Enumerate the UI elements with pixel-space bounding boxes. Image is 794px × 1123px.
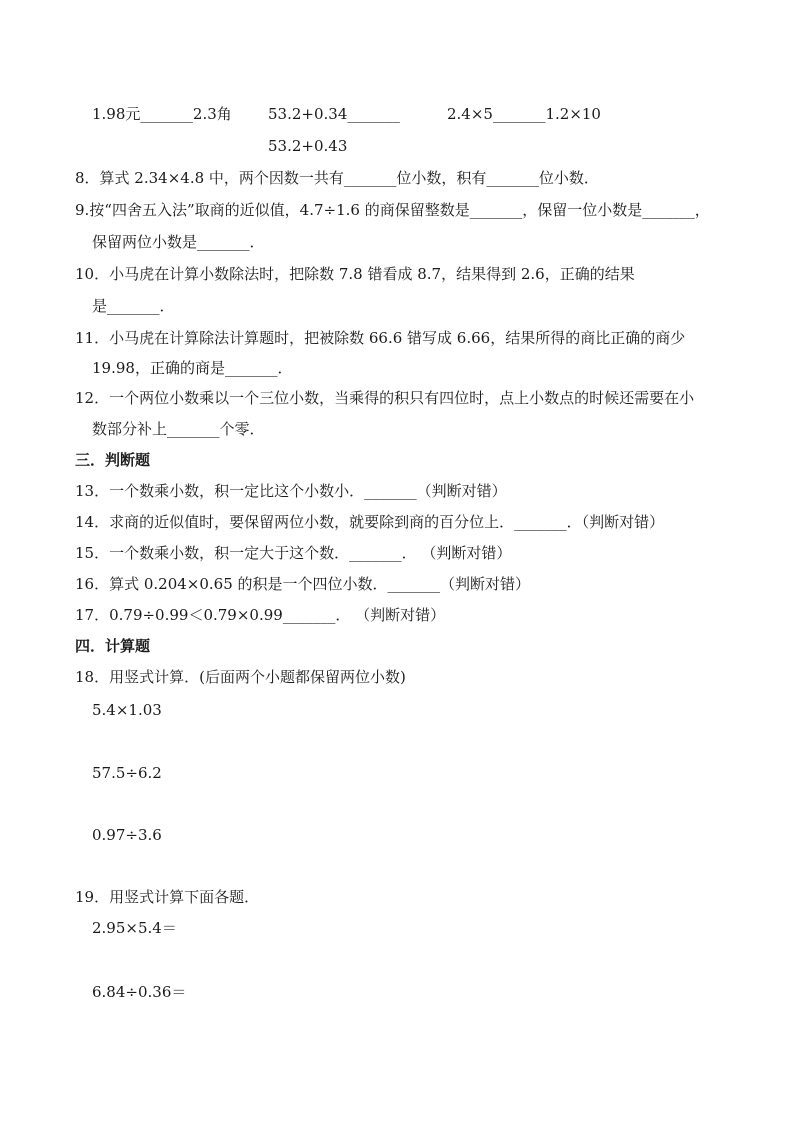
question-14: 14．求商的近似值时，要保留两位小数，就要除到商的百分位上．_______．（判断对错） — [75, 513, 665, 531]
question-13: 13．一个数乘小数，积一定比这个小数小．_______（判断对错） — [75, 482, 507, 500]
question-19: 19．用竖式计算下面各题． — [75, 888, 260, 906]
question-10: 10．小马虎在计算小数除法时，把除数 7.8 错看成 8.7，结果得到 2.6，正确的结果 — [75, 265, 635, 283]
question-12-continued: 数部分补上_______个零． — [92, 420, 265, 438]
question-9: 9.按“四舍五入法”取商的近似值，4.7÷1.6 的商保留整数是_______，保留一位小数是_______， — [75, 201, 710, 219]
question-18-item-3: 0.97÷3.6 — [92, 826, 162, 844]
compare-item-2-continued: 53.2+0.43 — [268, 137, 348, 155]
question-18-item-2: 57.5÷6.2 — [92, 764, 162, 782]
question-15: 15．一个数乘小数，积一定大于这个数．_______． （判断对错） — [75, 544, 512, 562]
question-17: 17．0.79÷0.99＜0.79×0.99_______． （判断对错） — [75, 606, 446, 624]
section-4-heading: 四．计算题 — [75, 637, 151, 655]
question-11: 11．小马虎在计算除法计算题时，把被除数 66.6 错写成 6.66，结果所得的商比正确的商少 — [75, 329, 686, 347]
question-12: 12．一个两位小数乘以一个三位小数，当乘得的积只有四位时，点上小数点的时候还需要在小 — [75, 389, 695, 407]
question-18: 18．用竖式计算．(后面两个小题都保留两位小数) — [75, 668, 406, 686]
compare-item-3: 2.4×5_______1.2×10 — [447, 105, 601, 123]
section-3-heading: 三．判断题 — [75, 451, 151, 469]
question-16: 16．算式 0.204×0.65 的积是一个四位小数．_______（判断对错） — [75, 575, 531, 593]
question-8: 8．算式 2.34×4.8 中，两个因数一共有_______位小数，积有_______位小数． — [75, 169, 599, 187]
question-9-continued: 保留两位小数是_______． — [92, 233, 265, 251]
question-11-continued: 19.98，正确的商是_______． — [92, 359, 293, 377]
question-10-continued: 是_______． — [92, 297, 175, 315]
question-18-item-1: 5.4×1.03 — [92, 701, 162, 719]
compare-item-1: 1.98元_______2.3角 — [92, 105, 232, 123]
question-19-item-1: 2.95×5.4＝ — [92, 919, 177, 937]
compare-item-2: 53.2+0.34_______ — [268, 105, 400, 123]
question-19-item-2: 6.84÷0.36＝ — [92, 983, 187, 1001]
